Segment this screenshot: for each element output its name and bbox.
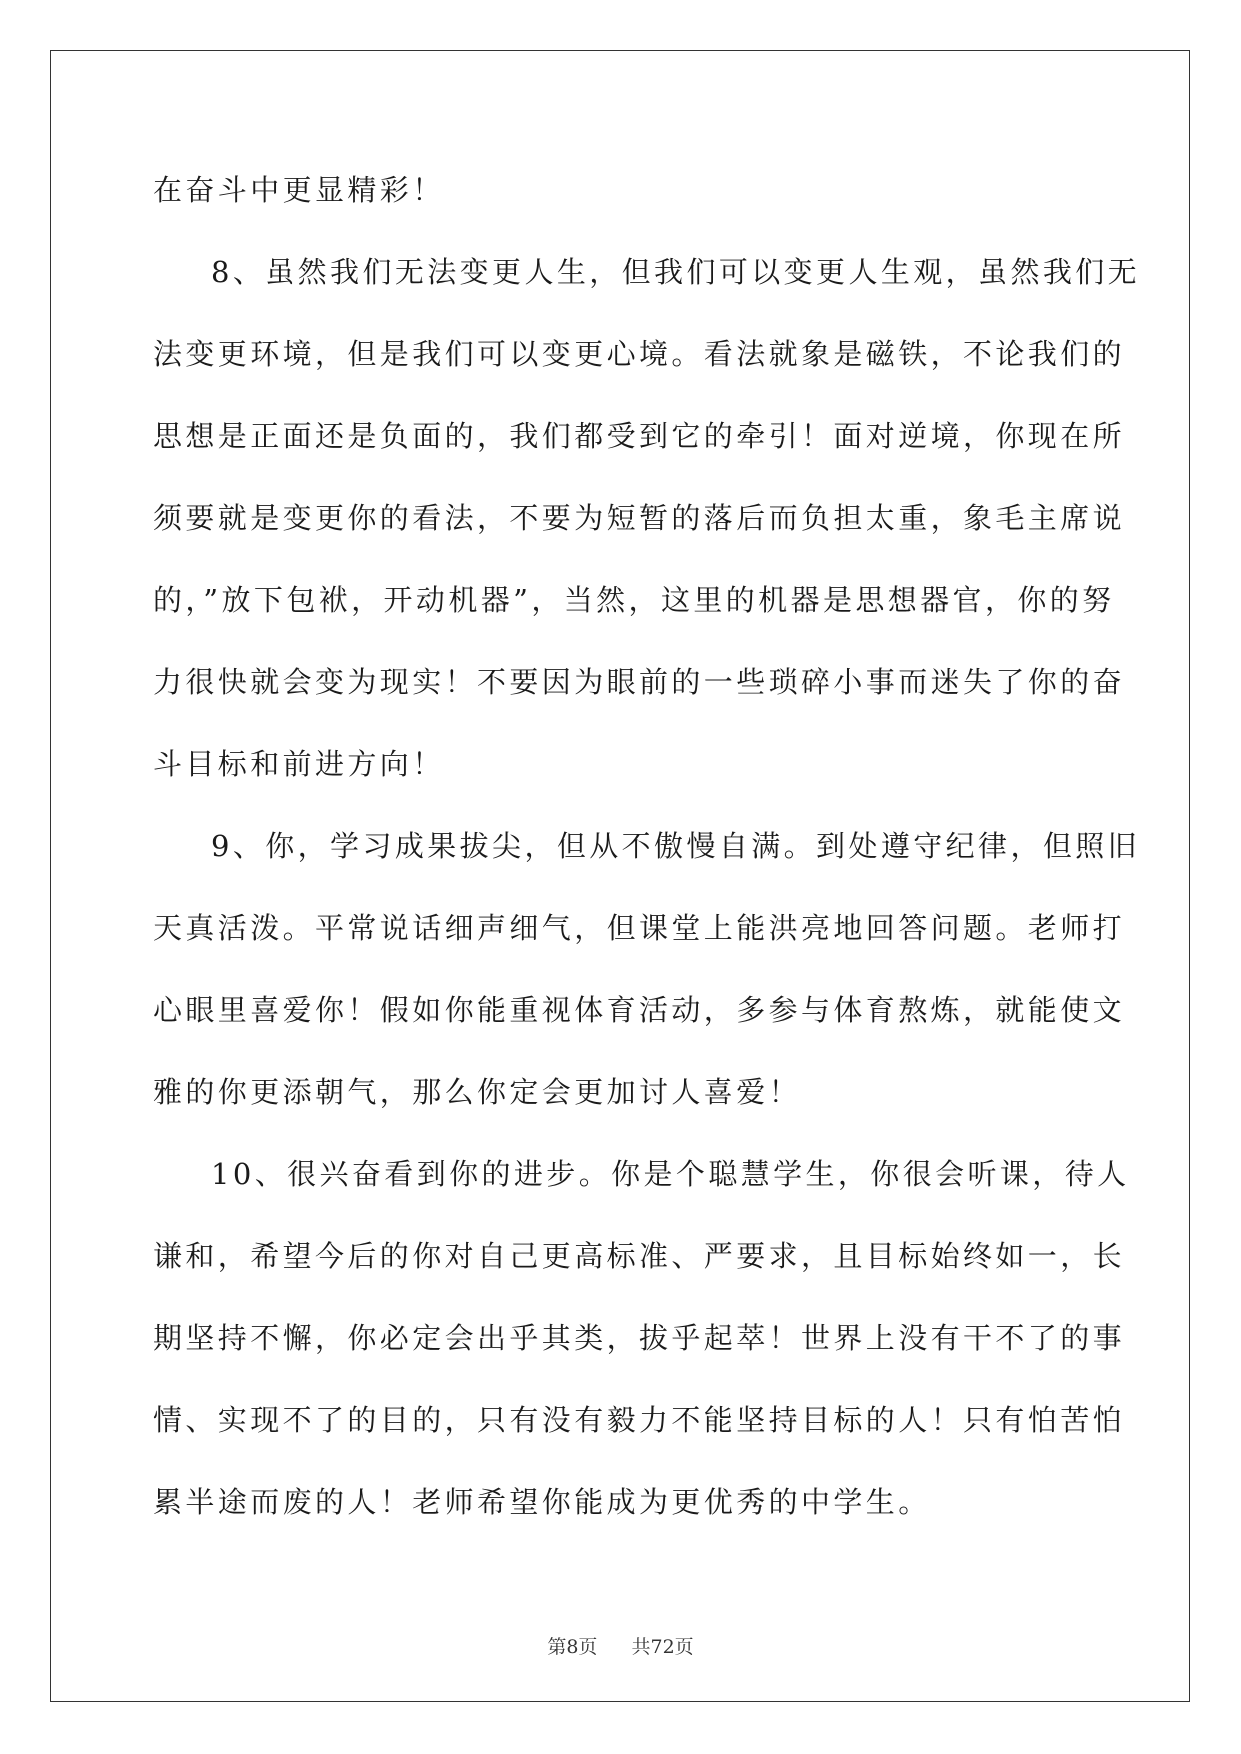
page-number: 第8页 (547, 1636, 598, 1658)
text-line: 天真活泼。平常说话细声细气，但课堂上能洪亮地回答问题。老师打 (153, 911, 1126, 945)
text-line: 8、虽然我们无法变更人生，但我们可以变更人生观，虽然我们无 (211, 255, 1141, 289)
text-line: 情、实现不了的目的，只有没有毅力不能坚持目标的人！只有怕苦怕 (153, 1403, 1126, 1437)
text-line: 思想是正面还是负面的，我们都受到它的牵引！面对逆境，你现在所 (153, 419, 1126, 453)
page-total: 共72页 (631, 1636, 694, 1658)
document-body (153, 160, 1141, 1554)
text-line: 斗目标和前进方向！ (153, 747, 445, 781)
text-line: 的，”放下包袱，开动机器”，当然，这里的机器是思想器官，你的努 (153, 583, 1115, 617)
text-line: 10、很兴奋看到你的进步。你是个聪慧学生，你很会听课，待人 (211, 1157, 1130, 1191)
text-line: 在奋斗中更显精彩！ (153, 173, 445, 207)
text-line: 谦和，希望今后的你对自己更高标准、严要求，且目标始终如一，长 (153, 1239, 1126, 1273)
page-footer (0, 1632, 1241, 1659)
text-line: 雅的你更添朝气，那么你定会更加讨人喜爱！ (153, 1075, 802, 1109)
text-line: 力很快就会变为现实！不要因为眼前的一些琐碎小事而迷失了你的奋 (153, 665, 1126, 699)
text-line: 心眼里喜爱你！假如你能重视体育活动，多参与体育熬炼，就能使文 (153, 993, 1126, 1027)
text-line: 累半途而废的人！老师希望你能成为更优秀的中学生。 (153, 1485, 931, 1519)
text-line: 9、你，学习成果拔尖，但从不傲慢自满。到处遵守纪律，但照旧 (211, 829, 1141, 863)
text-line: 须要就是变更你的看法，不要为短暂的落后而负担太重，象毛主席说 (153, 501, 1126, 535)
text-line: 法变更环境，但是我们可以变更心境。看法就象是磁铁，不论我们的 (153, 337, 1126, 371)
text-line: 期坚持不懈，你必定会出乎其类，拔乎起萃！世界上没有干不了的事 (153, 1321, 1126, 1355)
